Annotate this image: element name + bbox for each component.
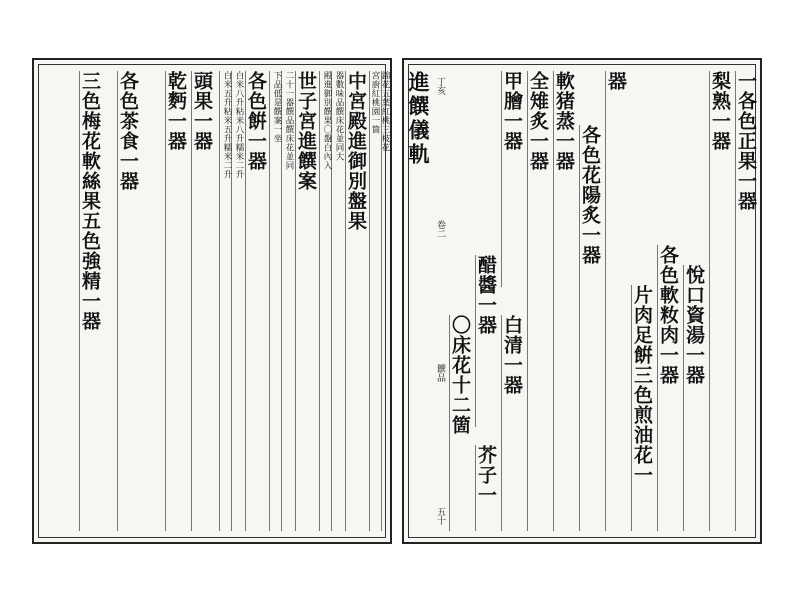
left-col-5: 世子宮進饌案 xyxy=(295,71,320,531)
left-col-4: 殿進御別饌果〇盤白內入 xyxy=(319,71,332,531)
right-col-12: 醋醬一器 xyxy=(475,255,500,427)
book-title: 進饌儀軌 xyxy=(406,71,431,167)
right-col-1: 梨熟一器 xyxy=(709,71,734,531)
left-col-9: 白米八升粘米八升糯米二升 xyxy=(231,71,244,531)
left-col-6: 二十一器饌品饌床花並同 xyxy=(281,71,294,531)
left-page-frame xyxy=(38,64,390,538)
left-col-2: 中宮殿進御別盤果 xyxy=(345,71,370,531)
right-col-11: 甲膾一器 xyxy=(501,71,526,287)
left-col-3: 器數味品饌床花並同大 xyxy=(331,71,344,531)
gutter-cycle-year: 丁亥 xyxy=(435,77,445,95)
left-col-10: 白米五升粘米五升糯米二升 xyxy=(219,71,232,531)
book-spine-gap xyxy=(392,58,402,544)
right-col-13: 〇床花十二箇 xyxy=(449,315,474,531)
left-col-11: 頭果一器 xyxy=(191,71,216,531)
right-page xyxy=(402,58,762,544)
left-col-1: 宮廚紅桃園一箇 xyxy=(369,71,380,531)
left-col-7: 下品低是饌案一坐 xyxy=(269,71,282,531)
right-col-3: 各色軟籹肉一器 xyxy=(657,245,682,531)
right-col-7: 軟猪蒸一器 xyxy=(553,71,578,531)
right-col-8: 全雉炙一器 xyxy=(527,71,552,531)
left-col-8: 各色餠一器 xyxy=(245,71,270,531)
left-col-12: 乾麪一器 xyxy=(165,71,190,531)
gutter-page-number: 五十 xyxy=(435,506,445,525)
gutter-volume: 卷二 xyxy=(435,220,445,239)
right-col-2: 悅口資湯一器 xyxy=(683,265,708,531)
left-col-13: 各色茶食一器 xyxy=(117,71,142,531)
left-page xyxy=(32,58,392,544)
right-col-6: 各色花陽炙一器 xyxy=(579,125,604,531)
right-page-frame xyxy=(408,64,756,538)
right-col-4: 片肉足餠三色煎油花一 xyxy=(631,285,656,531)
right-col-0: 一各色正果一器 xyxy=(735,71,760,531)
gutter-section: 饌品 xyxy=(435,363,445,382)
right-col-5: 器 xyxy=(605,71,630,531)
left-col-0: 錦花五葉紅桃三枝花 xyxy=(381,71,390,531)
right-col-9: 白清一器 xyxy=(501,315,526,531)
left-col-14: 三色梅花軟絲果五色強精一器 xyxy=(79,71,104,531)
right-col-10: 芥子一 xyxy=(475,445,500,531)
